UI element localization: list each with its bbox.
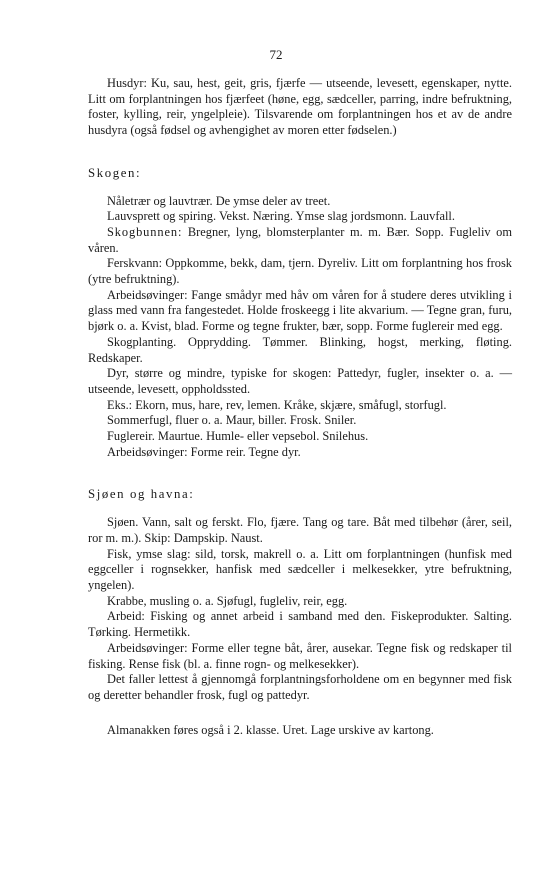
skogen-planting: Skogplanting. Opprydding. Tømmer. Blinking, hogst, merking, fløting. Redskaper.	[88, 334, 512, 365]
sjoen-water: Sjøen. Vann, salt og ferskt. Flo, fjære. Tang og tare. Båt med tilbehør (årer, seil, ror m. m.). Skip: Dampskip. Naust.	[88, 515, 512, 545]
skogen-exercises	[88, 288, 512, 335]
skogen-examples: Eks.: Ekorn, mus, hare, rev, lemen. Kråke, skjære, småfugl, storfugl.	[107, 397, 447, 412]
arbeidsovinger-label: Arbeidsøvinger:	[107, 287, 188, 302]
skogen-section	[88, 194, 512, 461]
ferskvann-label: Ferskvann:	[107, 256, 163, 271]
skogen-trees: Nåletrær og lauvtrær. De ymse deler av treet.	[107, 193, 331, 208]
skogen-growth: Lauvsprett og spiring. Vekst. Næring. Ymse slag jordsmonn. Lauvfall.	[107, 209, 455, 224]
skogen-nests: Fuglereir. Maurtue. Humle- eller vepsebol. Snilehus.	[107, 429, 369, 444]
arbeidsovinger-text-2: Forme reir. Tegne dyr.	[187, 444, 301, 459]
sjoen-arbeidsovinger-label: Arbeidsøvinger:	[107, 640, 188, 655]
page-body	[88, 76, 512, 738]
skogen-heading: Skogen:	[88, 165, 142, 180]
sjoen-note: Det faller lettest å gjennomgå forplantningsforholdene om en begynner med fisk og deretter behandler frosk, fugl og pattedyr.	[88, 672, 512, 702]
arbeidsovinger-text: Fange smådyr med håv om våren for å studere deres utvikling i glass med vann fra fangestedet. Holde froskeegg i lite akvarium. — Tegne gran, furu, bjørk o. a. Kvist, blad. Forme og tegne frukter, bær, sopp. Forme fuglereir med egg.	[88, 287, 512, 334]
page-number: 72	[269, 47, 283, 62]
sjoen-heading: Sjøen og havna:	[88, 487, 195, 502]
sjoen-crabs: Krabbe, musling o. a. Sjøfugl, fugleliv, reir, egg.	[107, 593, 348, 608]
skogen-animals: Dyr, større og mindre, typiske for skogen: Pattedyr, fugler, insekter o. a. — utseende, levesett, oppholdssted.	[88, 366, 512, 396]
skogen-freshwater	[88, 256, 512, 287]
closing-paragraph: Almanakken føres også i 2. klasse. Uret. Lage urskive av kartong.	[107, 722, 434, 737]
husdyr-label: Husdyr:	[107, 76, 147, 90]
ferskvann-text: Oppkomme, bekk, dam, tjern. Dyreliv. Litt om forplantning hos frosk (ytre befruktning).	[88, 256, 512, 287]
skogbunnen-text: Bregner, lyng, blomsterplanter m. m. Bær. Sopp. Fugleliv om våren.	[88, 224, 512, 255]
skogen-floor	[88, 225, 512, 256]
sjoen-fish: Fisk, ymse slag: sild, torsk, makrell o. a. Litt om forplantningen (hunfisk med eggceller i rognsekker, hanfisk med sædceller i melkesekker, ytre befruktning, yngelen).	[88, 546, 512, 592]
skogen-exercises-2	[88, 445, 512, 461]
skogen-insects: Sommerfugl, fluer o. a. Maur, biller. Frosk. Sniler.	[107, 413, 357, 428]
arbeidsovinger-label-2: Arbeidsøvinger:	[107, 444, 188, 459]
sjoen-section	[88, 515, 512, 703]
sjoen-exercises	[88, 641, 512, 672]
husdyr-paragraph	[88, 76, 512, 139]
sjoen-arbeidsovinger-text: Forme eller tegne båt, årer, ausekar. Tegne fisk og redskaper til fisking. Rense fisk (bl. a. finne rogn- og melkesekker).	[88, 640, 512, 671]
husdyr-text: Ku, sau, hest, geit, gris, fjærfe — utseende, levesett, egenskaper, nytte. Litt om forplantningen hos fjærfeet (høne, egg, sædceller, parring, indre befruktning, foster, kylling, reir, yngelpleie). Tilsvarende om forplantningen hos et av de andre husdyra (også fødsel og avhengighet av moren etter fødselen.)	[88, 76, 512, 138]
sjoen-work: Arbeid: Fisking og annet arbeid i samband med den. Fiskeprodukter. Salting. Tørking. Hermetikk.	[88, 609, 512, 640]
skogbunnen-label: Skogbunnen:	[107, 224, 183, 239]
